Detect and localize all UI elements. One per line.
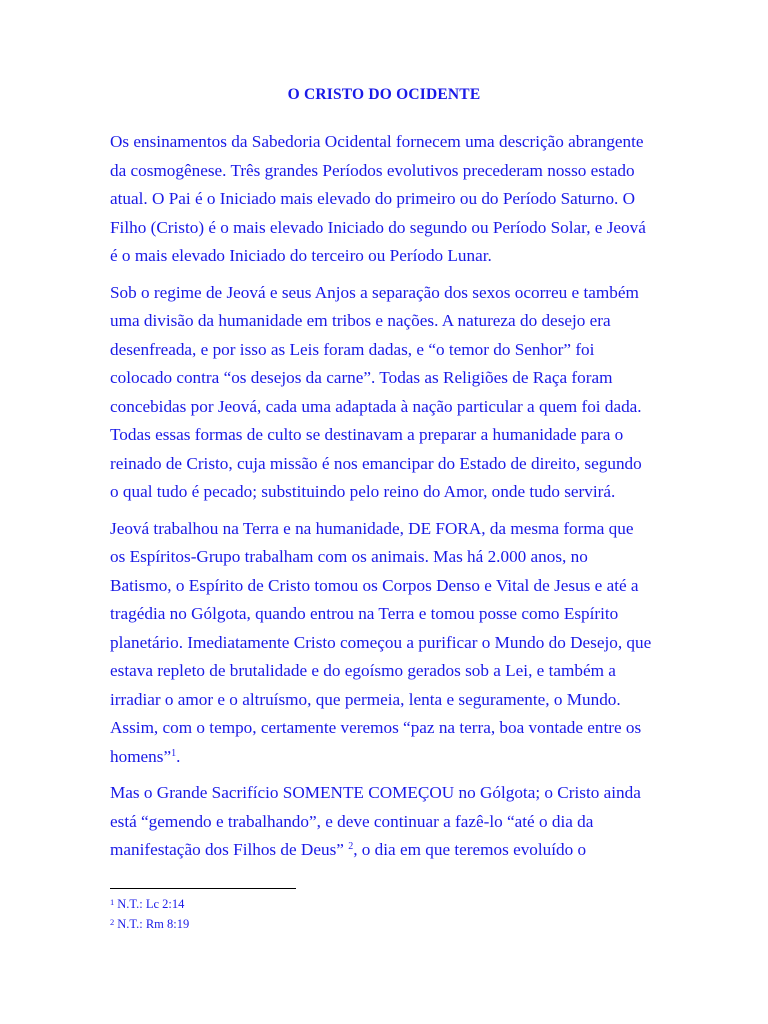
footnotes	[110, 893, 189, 933]
text-line: planetário. Imediatamente Cristo começou a purificar o Mundo do Desejo, que	[110, 632, 652, 652]
line-tail: .	[176, 746, 181, 766]
footnote-separator	[110, 888, 296, 889]
text-line: Assim, com o tempo, certamente veremos “paz na terra, boa vontade entre os	[110, 718, 642, 737]
text-line: uma divisão da humanidade em tribos e nações. A natureza do desejo era	[110, 311, 611, 330]
text-line: irradiar o amor e o altruísmo, que permeia, lenta e seguramente, o Mundo.	[110, 689, 621, 709]
text-line: está “gemendo e trabalhando”, e deve continuar a fazê-lo “até o dia da	[110, 811, 594, 831]
text-line: estava repleto de brutalidade e do egoísmo gerados sob a Lei, e também a	[110, 661, 616, 680]
line-text: manifestação dos Filhos de Deus”	[110, 840, 344, 859]
text-line: Sob o regime de Jeová e seus Anjos a separação dos sexos ocorreu e também	[110, 282, 639, 302]
text-line: da cosmogênese. Três grandes Períodos evolutivos precederam nosso estado	[110, 160, 635, 180]
footnote-mark: 1	[110, 897, 115, 907]
text-line: Todas essas formas de culto se destinavam a preparar a humanidade para o	[110, 425, 624, 444]
line-text: homens”	[110, 746, 172, 766]
footnote-text: N.T.: Lc 2:14	[117, 897, 185, 911]
text-line	[110, 743, 668, 772]
text-line: concebidas por Jeová, cada uma adaptada à nação particular a quem foi dada.	[110, 396, 642, 416]
paragraph-3	[110, 515, 668, 772]
text-line: reinado de Cristo, cuja missão é nos emancipar do Estado de direito, segundo	[110, 453, 642, 473]
text-line: tragédia no Gólgota, quando entrou na Terra e tomou posse como Espírito	[110, 604, 619, 623]
footnote-1	[110, 893, 189, 913]
line-tail: , o dia em que teremos evoluído o	[353, 840, 587, 859]
text-line: Batismo, o Espírito de Cristo tomou os Corpos Denso e Vital de Jesus e até a	[110, 575, 639, 595]
page-title: O CRISTO DO OCIDENTE	[287, 86, 481, 103]
text-line: Filho (Cristo) é o mais elevado Iniciado do segundo ou Período Solar, e Jeová	[110, 217, 646, 237]
paragraph-4	[110, 779, 668, 865]
footnote-ref-2[interactable]: 2	[348, 841, 354, 852]
footnote-ref-1[interactable]: 1	[171, 747, 177, 759]
footnote-2	[110, 913, 189, 933]
footnote-text: N.T.: Rm 8:19	[117, 917, 190, 931]
body-text	[110, 128, 668, 873]
text-line: colocado contra “os desejos da carne”. Todas as Religiões de Raça foram	[110, 368, 613, 387]
text-line: Mas o Grande Sacrifício SOMENTE COMEÇOU no Gólgota; o Cristo ainda	[110, 783, 641, 802]
text-line	[110, 836, 668, 865]
text-line: desenfreada, e por isso as Leis foram dadas, e “o temor do Senhor” foi	[110, 339, 595, 359]
text-line: é o mais elevado Iniciado do terceiro ou Período Lunar.	[110, 246, 492, 265]
paragraph-1	[110, 128, 668, 271]
paragraph-2	[110, 279, 668, 507]
text-line: Os ensinamentos da Sabedoria Ocidental fornecem uma descrição abrangente	[110, 132, 644, 151]
text-line: o qual tudo é pecado; substituindo pelo reino do Amor, onde tudo servirá.	[110, 482, 616, 501]
text-line: os Espíritos-Grupo trabalham com os animais. Mas há 2.000 anos, no	[110, 547, 588, 566]
text-line: atual. O Pai é o Iniciado mais elevado do primeiro ou do Período Saturno. O	[110, 189, 636, 208]
footnote-mark: 2	[110, 917, 115, 927]
text-line: Jeová trabalhou na Terra e na humanidade, DE FORA, da mesma forma que	[110, 518, 634, 538]
